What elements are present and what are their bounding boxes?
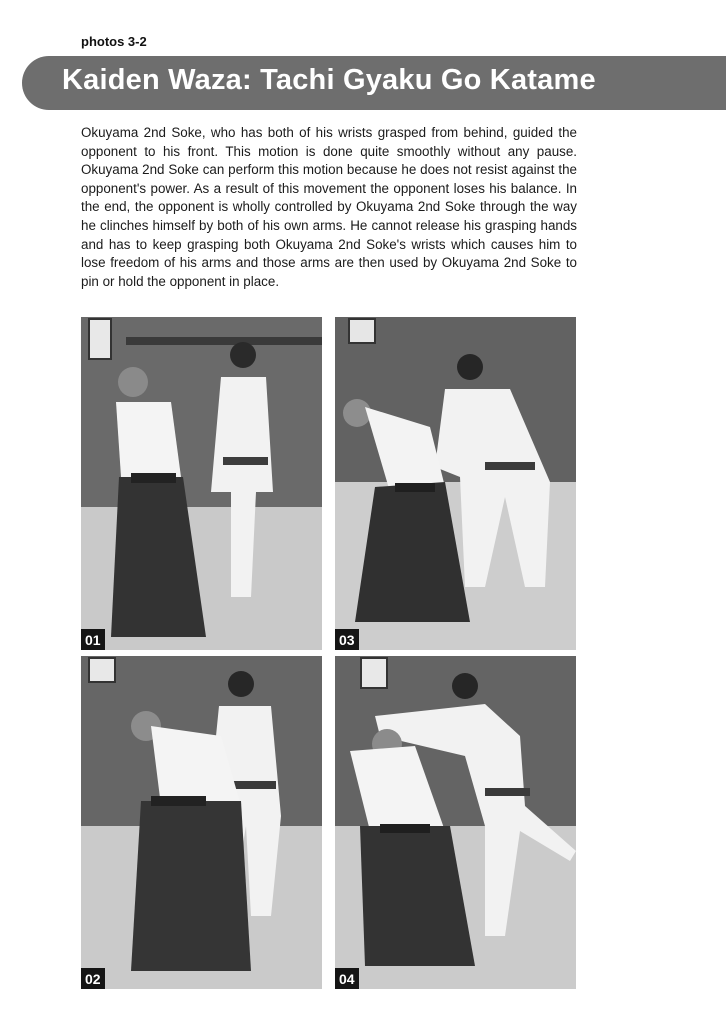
photo-01-image (81, 317, 322, 650)
section-label: photos 3-2 (81, 34, 147, 49)
photo-04-image (335, 656, 576, 989)
photo-01 (81, 317, 322, 650)
body-paragraph: Okuyama 2nd Soke, who has both of his wrists grasped from behind, guided the opponent to his front. This motion is done quite smoothly without any pause. Okuyama 2nd Soke can perform this motion because he does not resist against the opponent's power. As a result of this movement the opponent loses his balance. In the end, the opponent is wholly controlled by Okuyama 2nd Soke through the way he clinches himself by both of his own arms. He cannot release his grasping hands and has to keep grasping both Okuyama 2nd Soke's wrists which causes him to lose freedom of his arms and those arms are then used by Okuyama 2nd Soke to pin or hold the opponent in place. (81, 125, 577, 289)
page-title: Kaiden Waza: Tachi Gyaku Go Katame (62, 64, 596, 96)
photo-number: 03 (335, 629, 359, 650)
photo-02-image (81, 656, 322, 989)
photo-02 (81, 656, 322, 989)
photo-04 (335, 656, 576, 989)
title-banner (22, 56, 726, 110)
photo-number: 02 (81, 968, 105, 989)
photo-number: 04 (335, 968, 359, 989)
photo-03-image (335, 317, 576, 650)
photo-03 (335, 317, 576, 650)
photo-number: 01 (81, 629, 105, 650)
